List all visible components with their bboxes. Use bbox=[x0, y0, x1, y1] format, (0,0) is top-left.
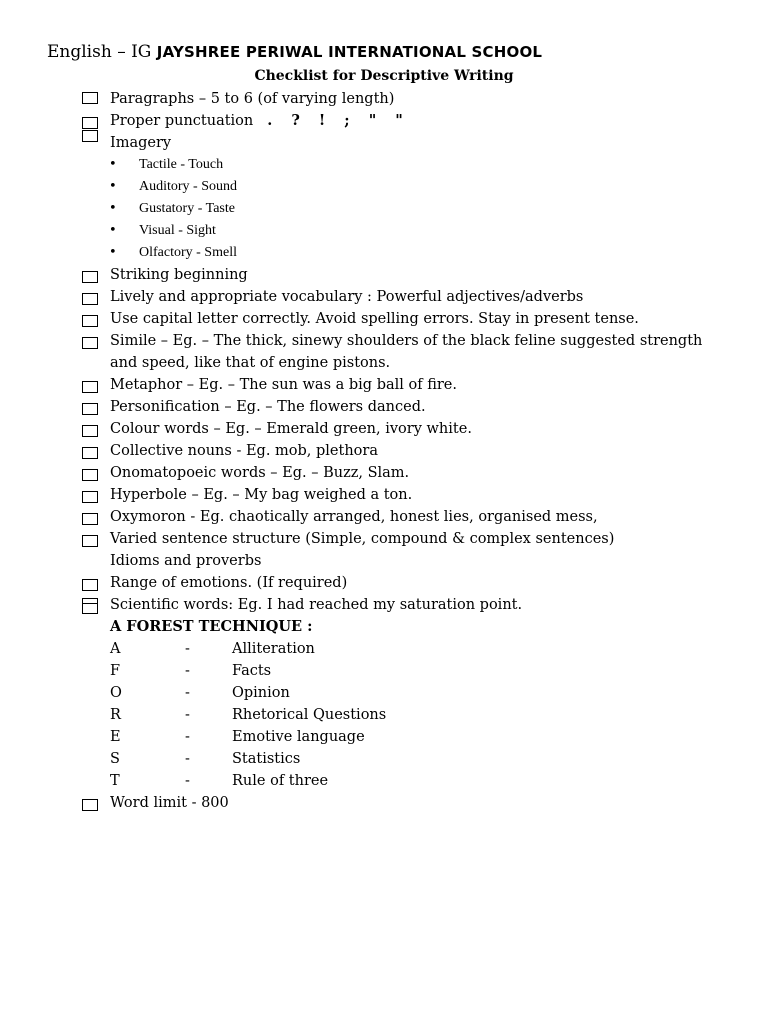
aforest-heading: A FOREST TECHNIQUE : bbox=[110, 618, 313, 635]
item-label: Simile – Eg. – The thick, sinewy shoulders of the black feline suggested strength and speed, like that of engine pistons. bbox=[110, 333, 703, 371]
aforest-letter: T bbox=[110, 773, 120, 789]
subitem-label: Tactile - Touch bbox=[139, 157, 224, 172]
aforest-word: Opinion bbox=[232, 685, 290, 701]
item-label: Paragraphs – 5 to 6 (of varying length) bbox=[110, 91, 395, 107]
aforest-heading-row bbox=[0, 616, 768, 638]
checkbox[interactable] bbox=[82, 117, 98, 129]
aforest-word: Rhetorical Questions bbox=[232, 707, 387, 723]
item-text bbox=[110, 110, 410, 132]
checkbox[interactable] bbox=[82, 293, 98, 305]
checklist-item-idioms bbox=[0, 550, 768, 572]
item-label: Collective nouns - Eg. mob, plethora bbox=[110, 443, 378, 459]
aforest-letter: R bbox=[110, 707, 121, 723]
checkbox[interactable] bbox=[82, 92, 98, 104]
bullet-icon: • bbox=[109, 179, 117, 194]
checklist-item-emotions bbox=[0, 572, 768, 594]
subject-label: English – IG bbox=[47, 42, 152, 62]
subitem-label: Gustatory - Taste bbox=[139, 201, 235, 216]
checkbox[interactable] bbox=[82, 315, 98, 327]
aforest-dash: - bbox=[185, 641, 190, 657]
checkbox[interactable] bbox=[82, 447, 98, 459]
checklist-item-personification bbox=[0, 396, 768, 418]
bullet-icon: • bbox=[109, 201, 117, 216]
page-title bbox=[0, 68, 768, 84]
aforest-word: Emotive language bbox=[232, 729, 365, 745]
item-label: Varied sentence structure (Simple, compound & complex sentences) bbox=[110, 531, 615, 547]
checklist-item-paragraphs bbox=[0, 88, 768, 110]
checklist-item-simile bbox=[0, 330, 768, 374]
checklist-item-metaphor bbox=[0, 374, 768, 396]
checklist-item-punctuation bbox=[0, 110, 768, 132]
bullet-icon: • bbox=[109, 157, 117, 172]
item-label: Use capital letter correctly. Avoid spelling errors. Stay in present tense. bbox=[110, 311, 639, 327]
checklist-item-colour bbox=[0, 418, 768, 440]
punctuation-marks: . ? ! ; " " bbox=[267, 112, 410, 129]
checklist-title: Checklist for Descriptive Writing bbox=[254, 68, 514, 84]
imagery-subitem bbox=[0, 198, 768, 220]
subitem-label: Auditory - Sound bbox=[139, 179, 237, 194]
item-label: Metaphor – Eg. – The sun was a big ball of fire. bbox=[110, 377, 458, 393]
item-label: Oxymoron - Eg. chaotically arranged, honest lies, organised mess, bbox=[110, 509, 598, 525]
aforest-row bbox=[0, 770, 768, 792]
checkbox[interactable] bbox=[82, 271, 98, 283]
item-label: Onomatopoeic words – Eg. – Buzz, Slam. bbox=[110, 465, 410, 481]
checkbox[interactable] bbox=[82, 491, 98, 503]
checkbox[interactable] bbox=[82, 381, 98, 393]
aforest-row bbox=[0, 660, 768, 682]
checkbox[interactable] bbox=[82, 535, 98, 547]
checklist-item-collective bbox=[0, 440, 768, 462]
aforest-row bbox=[0, 682, 768, 704]
school-name: JAYSHREE PERIWAL INTERNATIONAL SCHOOL bbox=[156, 43, 543, 61]
checklist-item-scientific bbox=[0, 594, 768, 616]
item-label: Range of emotions. (If required) bbox=[110, 575, 348, 591]
checklist-item-vocabulary bbox=[0, 286, 768, 308]
aforest-word: Alliteration bbox=[232, 641, 315, 657]
checkbox[interactable] bbox=[82, 130, 98, 142]
imagery-subitem bbox=[0, 176, 768, 198]
aforest-letter: F bbox=[110, 663, 121, 679]
aforest-row bbox=[0, 726, 768, 748]
page-header bbox=[47, 42, 542, 62]
item-label: Scientific words: Eg. I had reached my saturation point. bbox=[110, 597, 523, 613]
checklist-item-onomatopoeic bbox=[0, 462, 768, 484]
checkbox[interactable] bbox=[82, 425, 98, 437]
item-label: Hyperbole – Eg. – My bag weighed a ton. bbox=[110, 487, 413, 503]
checklist-item-word-limit bbox=[0, 792, 768, 814]
aforest-dash: - bbox=[185, 751, 190, 767]
aforest-dash: - bbox=[185, 707, 190, 723]
bullet-icon: • bbox=[109, 223, 117, 238]
checkbox[interactable] bbox=[82, 513, 98, 525]
checklist-item-imagery bbox=[0, 132, 768, 154]
item-label: Lively and appropriate vocabulary : Powerful adjectives/adverbs bbox=[110, 289, 584, 305]
checkbox[interactable] bbox=[82, 799, 98, 811]
item-label: Idioms and proverbs bbox=[110, 553, 262, 569]
aforest-letter: E bbox=[110, 729, 121, 745]
imagery-subitem bbox=[0, 220, 768, 242]
checklist-item-capital bbox=[0, 308, 768, 330]
aforest-letter: O bbox=[110, 685, 122, 701]
checkbox[interactable] bbox=[82, 598, 98, 614]
checklist bbox=[0, 88, 768, 814]
checkbox[interactable] bbox=[82, 337, 98, 349]
aforest-word: Statistics bbox=[232, 751, 301, 767]
checklist-item-varied bbox=[0, 528, 768, 550]
checkbox[interactable] bbox=[82, 403, 98, 415]
checkbox[interactable] bbox=[82, 579, 98, 591]
item-label: Striking beginning bbox=[110, 267, 248, 283]
subitem-label: Visual - Sight bbox=[139, 223, 216, 238]
aforest-row bbox=[0, 748, 768, 770]
item-label: Word limit - 800 bbox=[110, 795, 229, 811]
checkbox[interactable] bbox=[82, 469, 98, 481]
checklist-item-hyperbole bbox=[0, 484, 768, 506]
aforest-dash: - bbox=[185, 773, 190, 789]
item-label: Personification – Eg. – The flowers danced. bbox=[110, 399, 426, 415]
imagery-subitem bbox=[0, 242, 768, 264]
aforest-letter: A bbox=[110, 641, 121, 657]
aforest-letter: S bbox=[110, 751, 120, 767]
aforest-dash: - bbox=[185, 663, 190, 679]
item-label: Proper punctuation bbox=[110, 113, 254, 129]
imagery-subitem bbox=[0, 154, 768, 176]
aforest-row bbox=[0, 638, 768, 660]
subitem-label: Olfactory - Smell bbox=[139, 245, 237, 260]
checklist-item-striking bbox=[0, 264, 768, 286]
aforest-word: Rule of three bbox=[232, 773, 329, 789]
aforest-dash: - bbox=[185, 729, 190, 745]
aforest-row bbox=[0, 704, 768, 726]
bullet-icon: • bbox=[109, 245, 117, 260]
item-label: Imagery bbox=[110, 135, 172, 151]
item-label: Colour words – Eg. – Emerald green, ivory white. bbox=[110, 421, 472, 437]
checklist-item-oxymoron bbox=[0, 506, 768, 528]
aforest-dash: - bbox=[185, 685, 190, 701]
aforest-word: Facts bbox=[232, 663, 272, 679]
